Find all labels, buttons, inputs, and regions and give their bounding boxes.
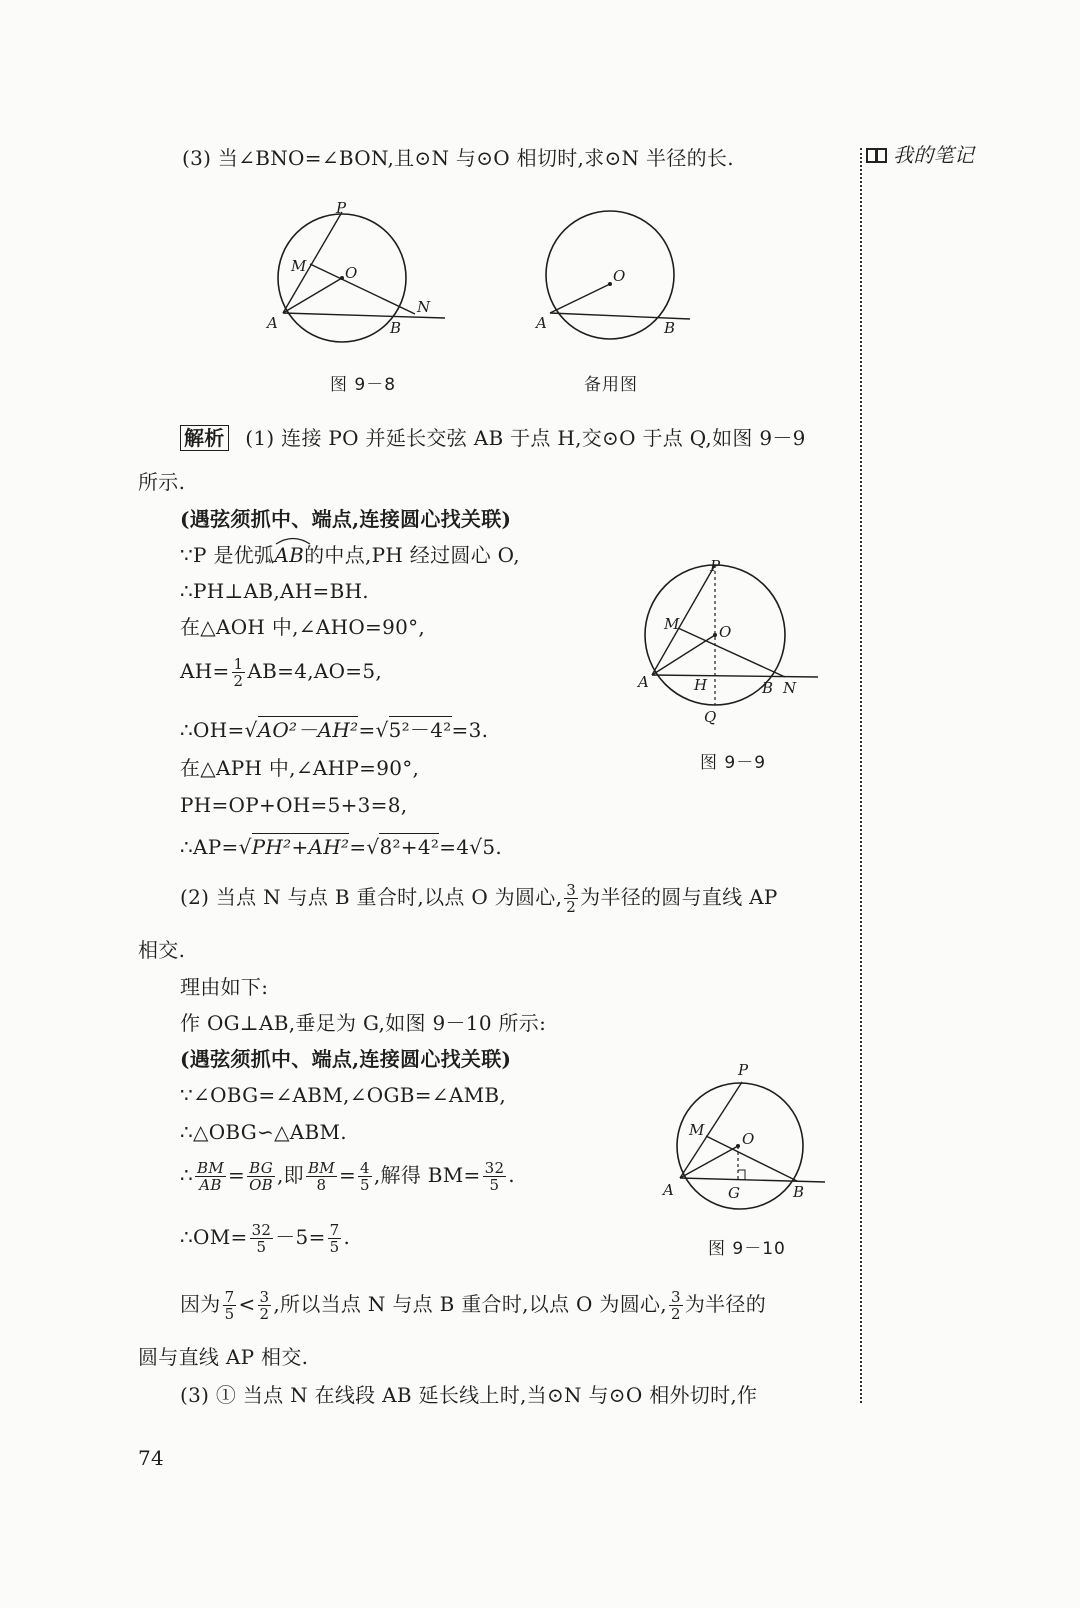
line-triangle-aoh: 在△AOH 中,∠AHO=90°, bbox=[180, 615, 426, 639]
fig99-label-p: P bbox=[710, 557, 721, 575]
line-arc: ∵P 是优弧 AB的中点,PH 经过圆心 O, bbox=[180, 543, 520, 567]
part2-line2: 相交. bbox=[138, 938, 186, 962]
hint-1: (遇弦须抓中、端点,连接圆心找关联) bbox=[180, 507, 512, 531]
fig99-label-n: N bbox=[783, 679, 797, 697]
line-ah: AH= $\frac{1}{2}$ AB=4,AO=5, bbox=[180, 655, 383, 690]
fig910-label-p: P bbox=[738, 1061, 749, 1079]
line-triangle-aph: 在△APH 中,∠AHP=90°, bbox=[180, 756, 420, 780]
line-oh: ∴OH=√AO²－AH²=√5²－4²=3. bbox=[180, 718, 489, 742]
solution-part1-line2: 所示. bbox=[138, 470, 186, 494]
figure-9-8 bbox=[255, 195, 455, 345]
fig98-label-b: B bbox=[390, 319, 402, 337]
hint-2: (遇弦须抓中、端点,连接圆心找关联) bbox=[180, 1047, 512, 1071]
fig98-label-o: O bbox=[345, 264, 358, 282]
draw-line: 作 OG⊥AB,垂足为 G,如图 9－10 所示: bbox=[180, 1011, 547, 1035]
figure-9-9 bbox=[630, 555, 830, 735]
my-notes-label: 我的笔记 bbox=[893, 143, 975, 167]
solution-part1-line1: 解析 (1) 连接 PO 并延长交弦 AB 于点 H,交⊙O 于点 Q,如图 9－9 bbox=[180, 426, 806, 450]
caption-spare: 备用图 bbox=[584, 375, 638, 395]
caption-9-10: 图 9－10 bbox=[708, 1239, 786, 1259]
figure-spare bbox=[530, 205, 700, 345]
arc-mark-icon bbox=[274, 535, 312, 545]
fig910-label-m: M bbox=[689, 1121, 705, 1139]
margin-divider bbox=[860, 148, 862, 1403]
conclusion-line2: 圆与直线 AP 相交. bbox=[138, 1345, 309, 1369]
fig98-label-m: M bbox=[291, 257, 307, 275]
line-ratio: ∴ $\frac{BM}{AB}$ = $\frac{BG}{OB}$ ,即 $\frac{BM}{8}$ = $\frac{4}{5}$ ,解得 BM= $\frac{32}{5}$ . bbox=[180, 1159, 515, 1194]
reason-line: 理由如下: bbox=[180, 975, 269, 999]
fig99-label-q: Q bbox=[704, 708, 717, 726]
caption-9-9: 图 9－9 bbox=[700, 753, 767, 773]
part2-line1: (2) 当点 N 与点 B 重合时,以点 O 为圆心, $\frac{3}{2}$ 为半径的圆与直线 AP bbox=[180, 881, 778, 916]
part3-line1: (3) ① 当点 N 在线段 AB 延长线上时,当⊙N 与⊙O 相外切时,作 bbox=[180, 1383, 758, 1407]
fig99-label-o: O bbox=[719, 623, 732, 641]
fig99-label-m: M bbox=[664, 615, 680, 633]
line-angles: ∵∠OBG=∠ABM,∠OGB=∠AMB, bbox=[180, 1083, 507, 1107]
fig98-label-n: N bbox=[417, 298, 431, 316]
spare-label-b: B bbox=[664, 319, 676, 337]
fig99-label-h: H bbox=[694, 676, 708, 694]
conclusion-line1: 因为 $\frac{7}{5}$ < $\frac{3}{2}$ ,所以当点 N 与点 B 重合时,以点 O 为圆心, $\frac{3}{2}$ 为半径的 bbox=[180, 1288, 767, 1323]
fig910-label-b: B bbox=[793, 1183, 805, 1201]
fig910-label-a: A bbox=[663, 1181, 674, 1199]
solution-tag: 解析 bbox=[180, 425, 229, 451]
fig99-label-a: A bbox=[638, 673, 649, 691]
figure-9-10 bbox=[655, 1060, 830, 1210]
caption-9-8: 图 9－8 bbox=[330, 375, 397, 395]
line-ap: ∴AP=√PH²+AH²=√8²+4²=4√5. bbox=[180, 835, 502, 859]
question-part3: (3) 当∠BNO=∠BON,且⊙N 与⊙O 相切时,求⊙N 半径的长. bbox=[182, 146, 734, 170]
fig910-label-o: O bbox=[742, 1130, 755, 1148]
book-icon bbox=[866, 147, 888, 165]
line-om: ∴OM= $\frac{32}{5}$ －5= $\frac{7}{5}$ . bbox=[180, 1221, 351, 1256]
line-ph: PH=OP+OH=5+3=8, bbox=[180, 793, 408, 817]
my-notes-header bbox=[866, 143, 974, 167]
page-number: 74 bbox=[138, 1446, 165, 1470]
fig98-label-p: P bbox=[336, 199, 347, 217]
line-similar: ∴△OBG∽△ABM. bbox=[180, 1120, 347, 1144]
fig98-label-a: A bbox=[267, 314, 278, 332]
fig99-label-b: B bbox=[762, 679, 774, 697]
spare-label-a: A bbox=[536, 314, 547, 332]
spare-label-o: O bbox=[613, 267, 626, 285]
line-perp: ∴PH⊥AB,AH=BH. bbox=[180, 579, 369, 603]
fig910-label-g: G bbox=[728, 1184, 740, 1202]
